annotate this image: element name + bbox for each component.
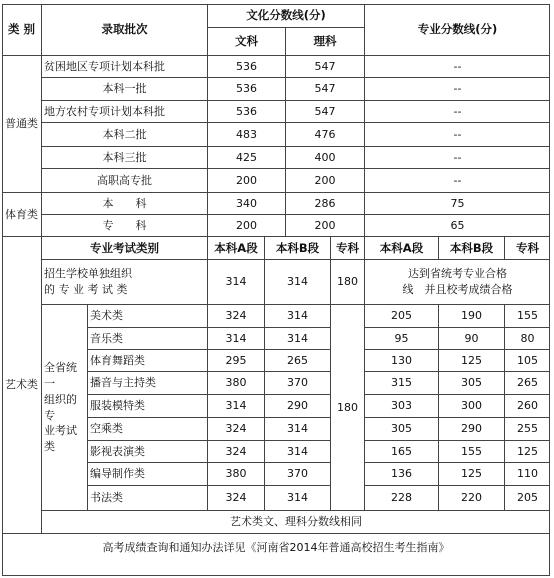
arts-major-score-c: 125 [505,441,550,463]
arts-major-score-a: 95 [365,328,439,350]
general-science-score: 547 [286,78,365,101]
sports-batch-label: 本 科 [42,193,208,215]
arts-single-exam-major: 达到省统考专业合格 线 并且校考成绩合格 [365,260,550,305]
arts-major-score-b: 125 [439,350,505,372]
general-major-score: -- [365,147,550,169]
arts-score-a: 324 [208,418,265,441]
arts-col-c: 专科 [331,237,365,260]
general-science-score: 200 [286,169,365,193]
general-batch-label: 地方农村专项计划本科批 [42,101,208,123]
general-liberal-score: 200 [208,169,286,193]
arts-major-score-a: 305 [365,418,439,441]
arts-score-b: 314 [265,441,331,463]
arts-score-b: 370 [265,463,331,486]
general-science-score: 547 [286,56,365,78]
arts-note: 艺术类文、理科分数线相同 [42,511,550,534]
arts-single-exam-a: 314 [208,260,265,305]
header-category: 类 别 [2,4,42,56]
arts-major-score-a: 303 [365,395,439,418]
general-liberal-score: 536 [208,56,286,78]
arts-major-score-c: 255 [505,418,550,441]
arts-major-score-b: 90 [439,328,505,350]
arts-major-col-c: 专科 [505,237,550,260]
arts-col-a: 本科A段 [208,237,265,260]
arts-exam-name: 播音与主持类 [88,372,208,395]
arts-single-exam-b: 314 [265,260,331,305]
arts-score-b: 314 [265,486,331,511]
arts-major-score-c: 265 [505,372,550,395]
arts-major-score-b: 125 [439,463,505,486]
arts-major-score-a: 136 [365,463,439,486]
arts-major-score-c: 205 [505,486,550,511]
arts-score-b: 290 [265,395,331,418]
arts-score-a: 380 [208,372,265,395]
arts-major-score-b: 305 [439,372,505,395]
sports-major-score: 65 [365,215,550,237]
footer-note: 高考成绩查询和通知办法详见《河南省2014年普通高校招生考生指南》 [102,541,450,555]
arts-major-score-a: 315 [365,372,439,395]
header-batch: 录取批次 [42,4,208,56]
arts-major-score-c: 105 [505,350,550,372]
arts-exam-name: 编导制作类 [88,463,208,486]
header-science: 理科 [286,28,365,56]
arts-score-b: 370 [265,372,331,395]
arts-major-score-b: 290 [439,418,505,441]
arts-score-a: 324 [208,441,265,463]
arts-exam-name: 空乘类 [88,418,208,441]
general-batch-label: 本科三批 [42,147,208,169]
arts-score-a: 314 [208,395,265,418]
arts-major-score-a: 228 [365,486,439,511]
header-major-score: 专业分数线(分) [365,4,550,56]
arts-category-label: 艺术类 [2,237,42,534]
general-major-score: -- [365,123,550,147]
sports-liberal-score: 340 [208,193,286,215]
general-batch-label: 本科一批 [42,78,208,101]
general-batch-label: 贫困地区专项计划本科批 [42,56,208,78]
general-liberal-score: 536 [208,78,286,101]
arts-score-b: 314 [265,305,331,328]
general-batch-label: 高职高专批 [42,169,208,193]
arts-score-a: 314 [208,328,265,350]
arts-major-score-b: 220 [439,486,505,511]
arts-major-score-a: 165 [365,441,439,463]
arts-score-a: 295 [208,350,265,372]
general-liberal-score: 483 [208,123,286,147]
general-category-label: 普通类 [2,56,42,193]
arts-major-score-b: 155 [439,441,505,463]
general-major-score: -- [365,78,550,101]
arts-major-score-c: 260 [505,395,550,418]
general-liberal-score: 536 [208,101,286,123]
general-batch-label: 本科二批 [42,123,208,147]
arts-major-score-a: 205 [365,305,439,328]
arts-exam-name: 美术类 [88,305,208,328]
arts-unified-zhuanke-score: 180 [331,305,365,511]
sports-batch-label: 专 科 [42,215,208,237]
arts-major-score-b: 190 [439,305,505,328]
arts-exam-name: 音乐类 [88,328,208,350]
general-science-score: 547 [286,101,365,123]
arts-exam-name: 服装模特类 [88,395,208,418]
arts-major-score-c: 110 [505,463,550,486]
general-major-score: -- [365,101,550,123]
arts-major-col-a: 本科A段 [365,237,439,260]
general-major-score: -- [365,169,550,193]
sports-liberal-score: 200 [208,215,286,237]
arts-exam-name: 影视表演类 [88,441,208,463]
sports-major-score: 75 [365,193,550,215]
general-science-score: 400 [286,147,365,169]
arts-major-score-c: 80 [505,328,550,350]
arts-score-a: 324 [208,305,265,328]
arts-exam-type-header: 专业考试类别 [42,237,208,260]
header-liberal-arts: 文科 [208,28,286,56]
general-major-score: -- [365,56,550,78]
general-liberal-score: 425 [208,147,286,169]
arts-score-b: 314 [265,328,331,350]
arts-score-a: 324 [208,486,265,511]
sports-category-label: 体育类 [2,193,42,237]
arts-single-exam-label: 招生学校单独组织 的 专 业 考 试 类 [42,260,208,305]
sports-science-score: 286 [286,193,365,215]
arts-exam-name: 书法类 [88,486,208,511]
arts-col-b: 本科B段 [265,237,331,260]
arts-single-exam-c: 180 [331,260,365,305]
sports-science-score: 200 [286,215,365,237]
arts-exam-name: 体育舞蹈类 [88,350,208,372]
arts-score-b: 314 [265,418,331,441]
arts-major-score-c: 155 [505,305,550,328]
header-culture-score: 文化分数线(分) [208,4,365,28]
arts-score-a: 380 [208,463,265,486]
arts-major-col-b: 本科B段 [439,237,505,260]
arts-score-b: 265 [265,350,331,372]
arts-major-score-b: 300 [439,395,505,418]
arts-unified-exam-label: 全省统一 组织的专 业考试类 [42,305,88,511]
arts-major-score-a: 130 [365,350,439,372]
general-science-score: 476 [286,123,365,147]
